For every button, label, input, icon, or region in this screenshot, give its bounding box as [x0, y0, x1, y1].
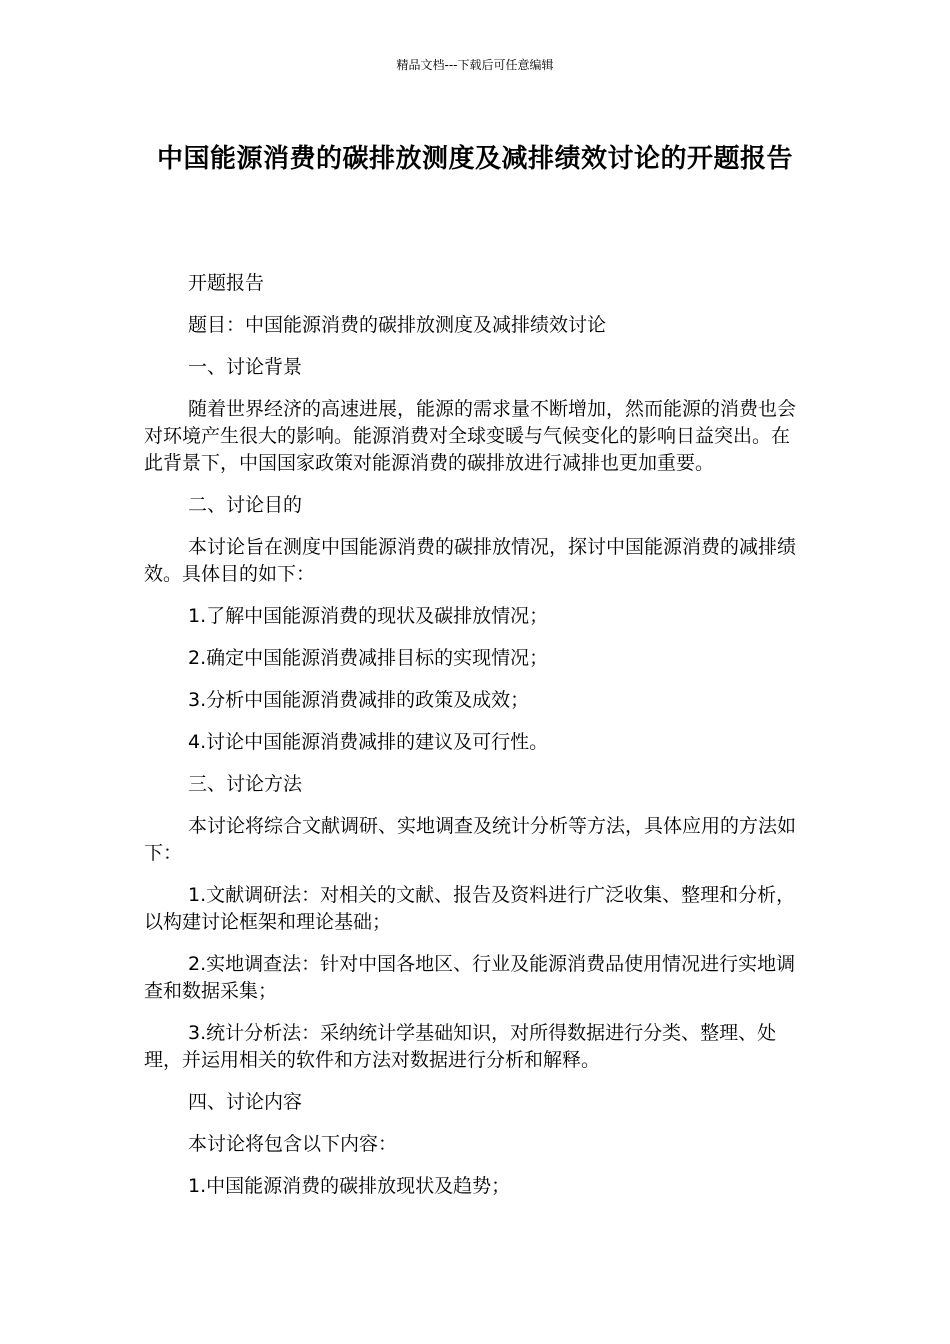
- paragraph-report-label: 开题报告: [188, 272, 265, 294]
- paragraph-background: 随着世界经济的高速进展，能源的需求量不断增加，然而能源的消费也会对环境产生很大的影响。能源消费对全球变暖与气候变化的影响日益突出。在此背景下，中国国家政策对能源消费的碳排放进行减排也更加重要。: [144, 398, 797, 474]
- paragraph-methods: 本讨论将综合文献调研、实地调查及统计分析等方法，具体应用的方法如下：: [144, 815, 797, 864]
- list-item: 2.确定中国能源消费减排目标的实现情况；: [188, 647, 549, 669]
- paragraph-content: 本讨论将包含以下内容：: [188, 1133, 398, 1155]
- section-heading-purpose: 二、讨论目的: [188, 494, 303, 516]
- list-item: 1.中国能源消费的碳排放现状及趋势；: [188, 1175, 511, 1197]
- paragraph-topic: 题目：中国能源消费的碳排放测度及减排绩效讨论: [188, 314, 607, 336]
- section-heading-methods: 三、讨论方法: [188, 773, 303, 795]
- list-item: 3.分析中国能源消费减排的政策及成效；: [188, 689, 530, 711]
- list-item: 4.讨论中国能源消费减排的建议及可行性。: [188, 731, 549, 753]
- list-item: 1.了解中国能源消费的现状及碳排放情况；: [188, 605, 549, 627]
- list-item: 1.文献调研法：对相关的文献、报告及资料进行广泛收集、整理和分析，以构建讨论框架和理论基础；: [144, 884, 796, 933]
- section-heading-content: 四、讨论内容: [188, 1091, 303, 1113]
- document-title: 中国能源消费的碳排放测度及减排绩效讨论的开题报告: [156, 144, 793, 174]
- list-item: 3.统计分析法：采纳统计学基础知识，对所得数据进行分类、整理、处理，并运用相关的软件和方法对数据进行分析和解释。: [144, 1022, 777, 1071]
- paragraph-purpose: 本讨论旨在测度中国能源消费的碳排放情况，探讨中国能源消费的减排绩效。具体目的如下：: [144, 536, 797, 585]
- page-header-note: 精品文档---下载后可任意编辑: [396, 58, 554, 72]
- section-heading-background: 一、讨论背景: [188, 356, 303, 378]
- document-body: [144, 270, 804, 1200]
- list-item: 2.实地调查法：针对中国各地区、行业及能源消费品使用情况进行实地调查和数据采集；: [144, 953, 796, 1002]
